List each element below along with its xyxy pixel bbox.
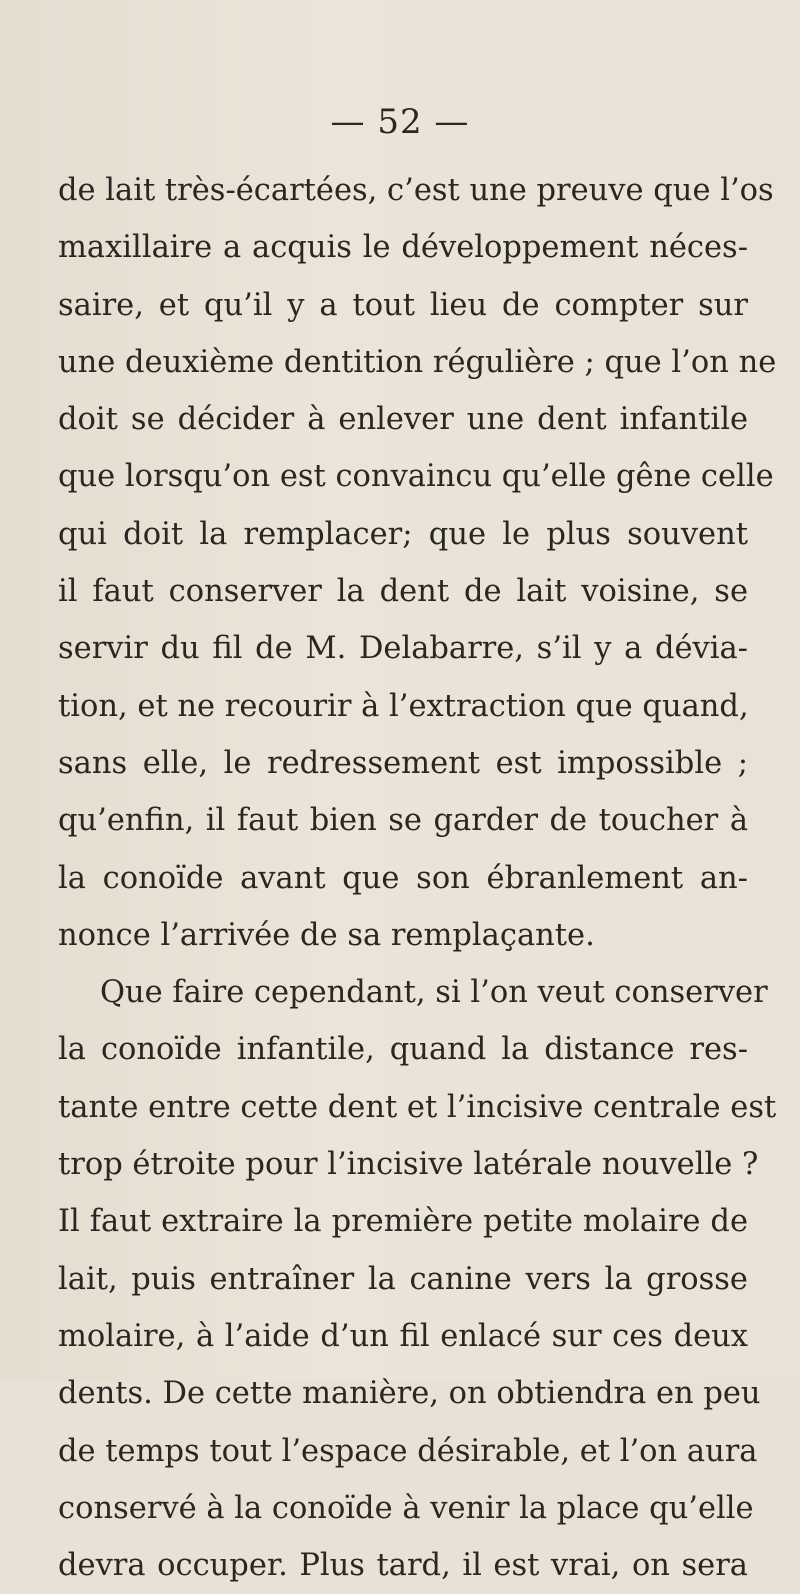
text-line: devra occuper. Plus tard, il est vrai, on sera: [58, 1548, 748, 1584]
text-line: doit se décider à enlever une dent infantile: [58, 402, 748, 438]
text-line: conservé à la conoïde à venir la place qu’elle: [58, 1490, 754, 1526]
text-line: il faut conserver la dent de lait voisine, se: [58, 574, 748, 610]
text-line: que lorsqu’on est convaincu qu’elle gêne celle: [58, 459, 774, 495]
text-line: trop étroite pour l’incisive latérale nouvelle ?: [58, 1147, 759, 1183]
text-line: une deuxième dentition régulière ; que l’on ne: [58, 344, 777, 380]
text-line: tion, et ne recourir à l’extraction que quand,: [58, 688, 749, 724]
body-text: [58, 162, 777, 1594]
text-line: la conoïde avant que son ébranlement an-: [58, 860, 748, 896]
text-line: de temps tout l’espace désirable, et l’on aura: [58, 1433, 758, 1469]
text-line: lait, puis entraîner la canine vers la grosse: [58, 1261, 748, 1297]
page-number: — 52 —: [330, 102, 470, 142]
text-line: servir du fil de M. Delabarre, s’il y a dévia-: [58, 631, 748, 667]
text-line: molaire, à l’aide d’un fil enlacé sur ces deux: [58, 1318, 748, 1354]
text-line: sans elle, le redressement est impossible ;: [58, 745, 748, 781]
text-line: de lait très-écartées, c’est une preuve que l’os: [58, 173, 774, 208]
text-line: maxillaire a acquis le développement néces-: [58, 230, 748, 266]
text-line: Il faut extraire la première petite molaire de: [58, 1204, 748, 1240]
text-line: dents. De cette manière, on obtiendra en peu: [58, 1376, 761, 1412]
text-line: la conoïde infantile, quand la distance res-: [58, 1032, 748, 1068]
text-line: tante entre cette dent et l’incisive centrale est: [58, 1089, 777, 1125]
text-line: saire, et qu’il y a tout lieu de compter sur: [58, 287, 748, 323]
text-line: qui doit la remplacer; que le plus souvent: [58, 516, 748, 552]
text-line: qu’enfin, il faut bien se garder de toucher à: [58, 803, 748, 839]
text-line: Que faire cependant, si l’on veut conserver: [100, 975, 768, 1011]
text-line: nonce l’arrivée de sa remplaçante.: [58, 917, 595, 953]
